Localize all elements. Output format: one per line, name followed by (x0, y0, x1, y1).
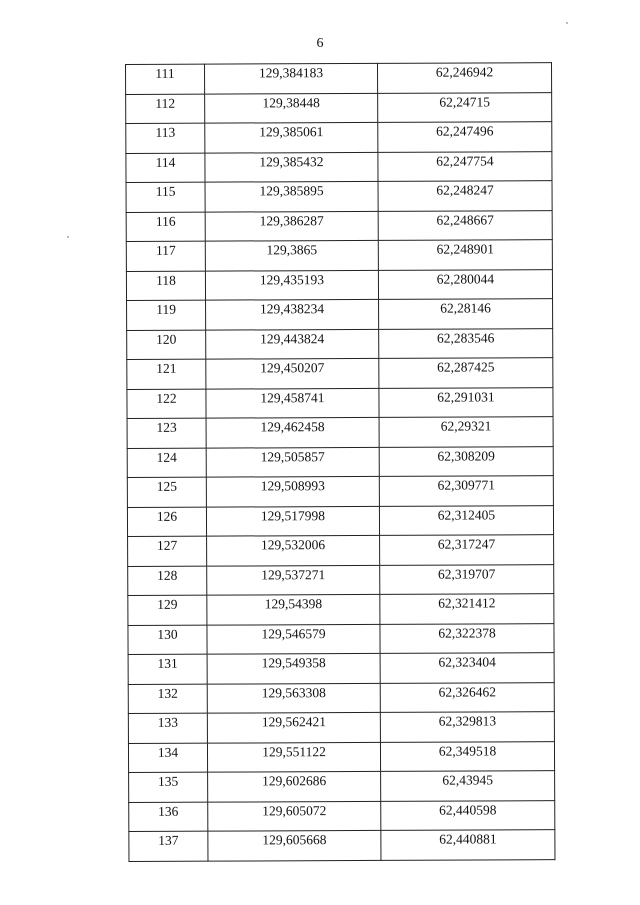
x-coordinate-cell: 129,450207 (206, 358, 379, 388)
point-number-cell: 112 (126, 94, 205, 124)
table-row (127, 387, 553, 418)
coordinates-table-body (126, 63, 555, 861)
page-number: 6 (316, 36, 324, 51)
table-row (127, 417, 553, 448)
x-coordinate-cell: 129,3865 (205, 240, 378, 270)
y-coordinate-cell: 62,329813 (380, 712, 554, 742)
x-coordinate-cell: 129,458741 (206, 388, 379, 418)
point-number-cell: 124 (127, 448, 206, 478)
table-row (127, 328, 553, 359)
x-coordinate-cell: 129,438234 (206, 299, 379, 329)
x-coordinate-cell: 129,517998 (206, 506, 379, 536)
x-coordinate-cell: 129,38448 (205, 93, 378, 123)
point-number-cell: 127 (128, 536, 207, 566)
point-number-cell: 134 (128, 743, 207, 773)
table-row (127, 446, 553, 477)
y-coordinate-cell: 62,247754 (378, 151, 552, 181)
point-number-cell: 115 (126, 182, 205, 212)
table-row (129, 800, 555, 831)
table-row (127, 299, 553, 330)
y-coordinate-cell: 62,309771 (379, 476, 553, 506)
table-row (128, 712, 554, 743)
x-coordinate-cell: 129,532006 (207, 535, 380, 565)
x-coordinate-cell: 129,384183 (205, 63, 378, 93)
y-coordinate-cell: 62,440881 (381, 830, 555, 860)
x-coordinate-cell: 129,505857 (206, 447, 379, 477)
point-number-cell: 129 (128, 595, 207, 625)
table-row (126, 122, 552, 153)
y-coordinate-cell: 62,321412 (380, 594, 554, 624)
point-number-cell: 136 (129, 802, 208, 832)
y-coordinate-cell: 62,349518 (380, 741, 554, 771)
scan-speck (566, 22, 568, 24)
scan-speck (67, 236, 69, 238)
point-number-cell: 130 (128, 625, 207, 655)
y-coordinate-cell: 62,312405 (379, 505, 553, 535)
point-number-cell: 131 (128, 654, 207, 684)
table-row (126, 181, 552, 212)
y-coordinate-cell: 62,440598 (381, 800, 555, 830)
x-coordinate-cell: 129,508993 (206, 476, 379, 506)
y-coordinate-cell: 62,246942 (377, 63, 551, 93)
point-number-cell: 114 (126, 153, 205, 183)
point-number-cell: 128 (128, 566, 207, 596)
table-row (128, 653, 554, 684)
x-coordinate-cell: 129,551122 (207, 742, 380, 772)
point-number-cell: 137 (129, 831, 208, 861)
y-coordinate-cell: 62,319707 (380, 564, 554, 594)
y-coordinate-cell: 62,308209 (379, 446, 553, 476)
x-coordinate-cell: 129,562421 (207, 712, 380, 742)
table-row (126, 210, 552, 241)
point-number-cell: 116 (126, 212, 205, 242)
coordinates-table (125, 62, 555, 861)
y-coordinate-cell: 62,248901 (378, 240, 552, 270)
point-number-cell: 120 (127, 330, 206, 360)
point-number-cell: 132 (128, 684, 207, 714)
table-row (126, 240, 552, 271)
y-coordinate-cell: 62,317247 (380, 535, 554, 565)
x-coordinate-cell: 129,443824 (206, 329, 379, 359)
table-row (127, 358, 553, 389)
x-coordinate-cell: 129,386287 (205, 211, 378, 241)
table-row (128, 682, 554, 713)
y-coordinate-cell: 62,29321 (379, 417, 553, 447)
table-row (128, 594, 554, 625)
y-coordinate-cell: 62,283546 (379, 328, 553, 358)
table-row (128, 623, 554, 654)
point-number-cell: 111 (126, 64, 205, 94)
table-row (129, 830, 555, 861)
x-coordinate-cell: 129,602686 (208, 771, 381, 801)
y-coordinate-cell: 62,247496 (378, 122, 552, 152)
point-number-cell: 123 (127, 418, 206, 448)
y-coordinate-cell: 62,43945 (381, 771, 555, 801)
x-coordinate-cell: 129,385432 (205, 152, 378, 182)
x-coordinate-cell: 129,563308 (207, 683, 380, 713)
x-coordinate-cell: 129,549358 (207, 653, 380, 683)
table-row (126, 92, 552, 123)
y-coordinate-cell: 62,248667 (378, 210, 552, 240)
table-row (128, 564, 554, 595)
x-coordinate-cell: 129,546579 (207, 624, 380, 654)
x-coordinate-cell: 129,462458 (206, 417, 379, 447)
table-row (126, 269, 552, 300)
x-coordinate-cell: 129,54398 (207, 594, 380, 624)
table-row (126, 151, 552, 182)
y-coordinate-cell: 62,291031 (379, 387, 553, 417)
y-coordinate-cell: 62,248247 (378, 181, 552, 211)
point-number-cell: 126 (127, 507, 206, 537)
table-row (128, 535, 554, 566)
y-coordinate-cell: 62,326462 (380, 682, 554, 712)
table-row (126, 63, 552, 94)
table-row (127, 476, 553, 507)
point-number-cell: 122 (127, 389, 206, 419)
x-coordinate-cell: 129,605072 (208, 801, 381, 831)
point-number-cell: 135 (129, 772, 208, 802)
y-coordinate-cell: 62,280044 (378, 269, 552, 299)
x-coordinate-cell: 129,605668 (208, 830, 381, 860)
table-row (129, 771, 555, 802)
x-coordinate-cell: 129,385895 (205, 181, 378, 211)
point-number-cell: 117 (126, 241, 205, 271)
point-number-cell: 118 (126, 271, 205, 301)
table-row (128, 741, 554, 772)
point-number-cell: 125 (127, 477, 206, 507)
y-coordinate-cell: 62,287425 (379, 358, 553, 388)
x-coordinate-cell: 129,435193 (205, 270, 378, 300)
point-number-cell: 119 (127, 300, 206, 330)
x-coordinate-cell: 129,385061 (205, 122, 378, 152)
table-row (127, 505, 553, 536)
x-coordinate-cell: 129,537271 (207, 565, 380, 595)
y-coordinate-cell: 62,24715 (378, 92, 552, 122)
y-coordinate-cell: 62,28146 (379, 299, 553, 329)
point-number-cell: 113 (126, 123, 205, 153)
y-coordinate-cell: 62,322378 (380, 623, 554, 653)
point-number-cell: 133 (128, 713, 207, 743)
y-coordinate-cell: 62,323404 (380, 653, 554, 683)
point-number-cell: 121 (127, 359, 206, 389)
